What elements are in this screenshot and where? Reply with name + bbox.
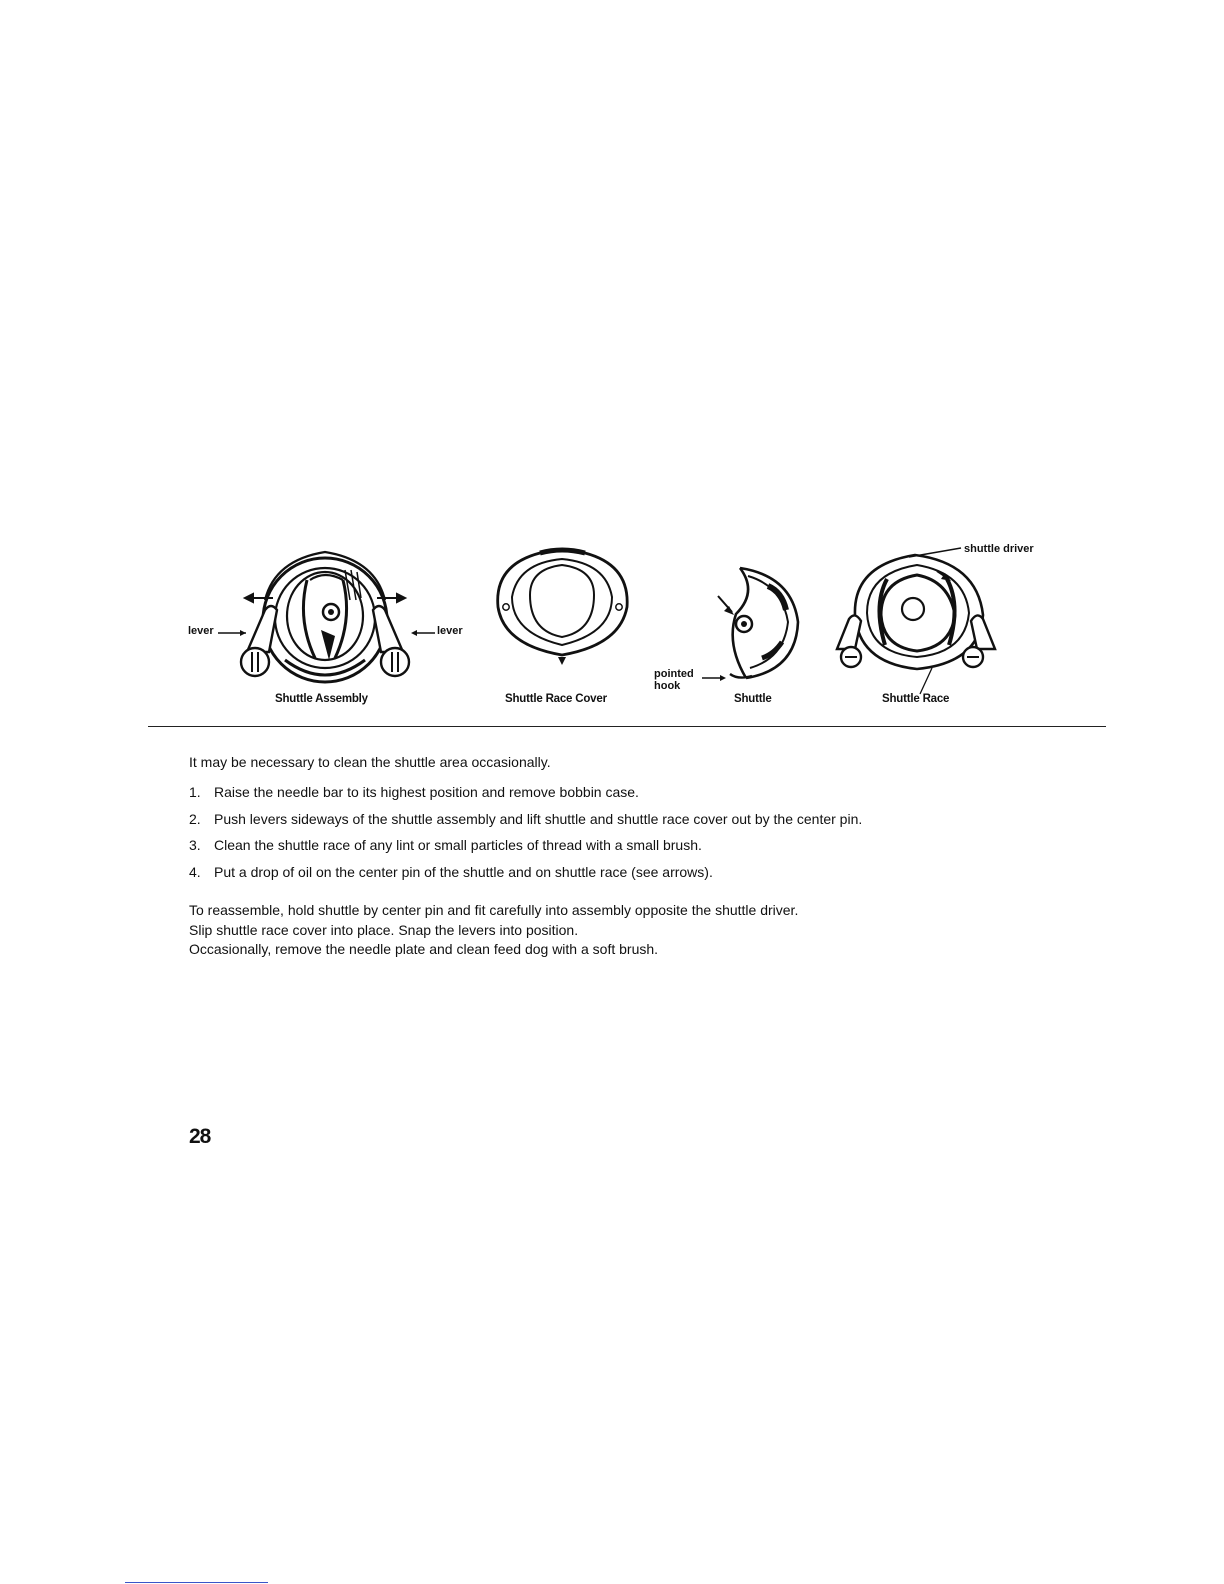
- footer-rule: [125, 1582, 268, 1583]
- shuttle-race-caption: Shuttle Race: [882, 693, 950, 705]
- pointed-hook-label-line2: hook: [654, 680, 681, 692]
- pointed-hook-pointer: [702, 675, 726, 681]
- shuttle-race-cover-illustration: [490, 545, 635, 665]
- list-item: [189, 837, 862, 864]
- instruction-steps: [189, 784, 862, 890]
- step-number: 4.: [189, 863, 201, 880]
- shuttle-race-figure: [825, 545, 1010, 675]
- shuttle-illustration: [712, 562, 804, 684]
- step-text: Clean the shuttle race of any lint or small particles of thread with a small brush.: [214, 837, 702, 853]
- shuttle-caption: Shuttle: [734, 693, 772, 705]
- shuttle-assembly-illustration: [225, 540, 425, 690]
- page-number: 28: [189, 1125, 211, 1148]
- lever-right-label: lever: [437, 625, 463, 637]
- list-item: [189, 811, 862, 838]
- pointed-hook-label-line1: pointed: [654, 668, 694, 680]
- closing-line: To reassemble, hold shuttle by center pin and fit carefully into assembly opposite the shuttle driver.: [189, 902, 799, 918]
- step-number: 1.: [189, 784, 201, 800]
- step-text: Put a drop of oil on the center pin of the shuttle and on shuttle race (see arrows).: [214, 863, 713, 880]
- closing-paragraph: [189, 901, 798, 960]
- step-text: Raise the needle bar to its highest position and remove bobbin case.: [214, 784, 639, 800]
- step-number: 2.: [189, 810, 201, 827]
- shuttle-assembly-caption: Shuttle Assembly: [275, 693, 368, 705]
- step-number: 3.: [189, 837, 201, 853]
- list-item: [189, 864, 862, 891]
- shuttle-race-illustration: [825, 545, 1010, 675]
- shuttle-race-pointer: [916, 666, 936, 696]
- shuttle-driver-label: shuttle driver: [964, 543, 1034, 555]
- closing-line: Occasionally, remove the needle plate and clean feed dog with a soft brush.: [189, 941, 659, 957]
- shuttle-figure: [712, 562, 804, 684]
- horizontal-divider: [148, 726, 1106, 727]
- step-text: Push levers sideways of the shuttle assembly and lift shuttle and shuttle race cover out by the center pin.: [214, 810, 863, 827]
- shuttle-race-cover-figure: [490, 545, 635, 665]
- lever-left-pointer: [218, 630, 248, 636]
- shuttle-race-cover-caption: Shuttle Race Cover: [505, 693, 607, 705]
- lever-left-label: lever: [188, 625, 214, 637]
- shuttle-assembly-figure: [225, 540, 425, 690]
- list-item: [189, 784, 862, 811]
- shuttle-driver-pointer: [903, 545, 963, 561]
- intro-paragraph: It may be necessary to clean the shuttle area occasionally.: [189, 754, 551, 770]
- closing-line: Slip shuttle race cover into place. Snap the levers into position.: [189, 921, 579, 938]
